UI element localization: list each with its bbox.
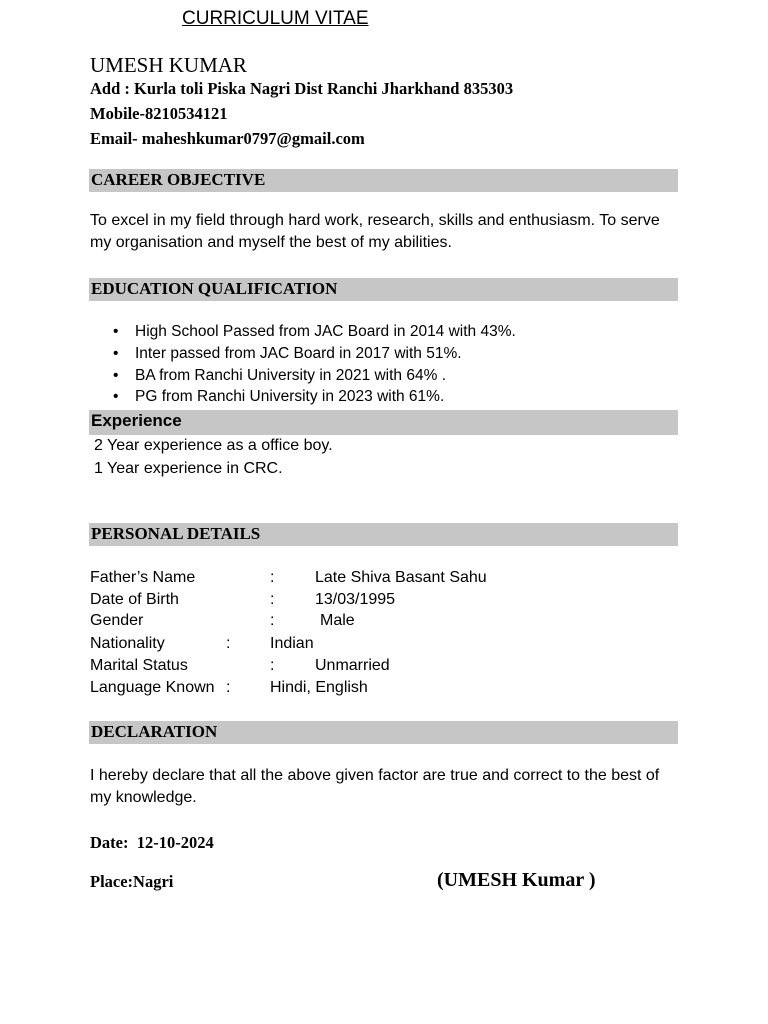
detail-label: Father’s Name xyxy=(90,569,196,586)
education-header xyxy=(89,278,678,301)
declaration-place: Place:Nagri xyxy=(90,872,174,891)
experience-header xyxy=(89,410,678,435)
detail-value: 13/03/1995 xyxy=(315,591,396,608)
signature-name: (UMESH Kumar ) xyxy=(437,869,596,891)
detail-colon: : xyxy=(226,635,231,652)
detail-value: Indian xyxy=(270,635,314,652)
declaration-header xyxy=(89,721,678,744)
detail-label: Nationality xyxy=(90,635,165,652)
detail-label: Language Known xyxy=(90,679,215,696)
experience-heading: Experience xyxy=(91,411,182,430)
detail-colon: : xyxy=(270,657,275,674)
bullet-icon: • xyxy=(113,367,119,384)
education-item: High School Passed from JAC Board in 2014 with 43%. xyxy=(135,323,516,340)
declaration-heading: DECLARATION xyxy=(91,722,218,741)
email-line: Email- maheshkumar0797@gmail.com xyxy=(90,129,365,148)
detail-colon: : xyxy=(270,591,275,608)
bullet-icon: • xyxy=(113,345,119,362)
education-item: PG from Ranchi University in 2023 with 61%. xyxy=(135,388,445,405)
bullet-icon: • xyxy=(113,388,119,405)
detail-value: Hindi, English xyxy=(270,679,368,696)
detail-value: Unmarried xyxy=(315,657,390,674)
declaration-date: Date: 12-10-2024 xyxy=(90,833,214,852)
detail-colon: : xyxy=(270,569,275,586)
detail-label: Marital Status xyxy=(90,657,188,674)
detail-colon: : xyxy=(226,679,231,696)
mobile-line: Mobile-8210534121 xyxy=(90,104,228,123)
declaration-text: I hereby declare that all the above given factor are true and correct to the best of my knowledge. xyxy=(90,767,660,806)
address-line: Add : Kurla toli Piska Nagri Dist Ranchi Jharkhand 835303 xyxy=(90,79,514,98)
personal-details-header xyxy=(89,523,678,546)
career-objective-header xyxy=(89,169,678,192)
candidate-name: UMESH KUMAR xyxy=(90,53,247,77)
education-item: BA from Ranchi University in 2021 with 64% . xyxy=(135,367,446,384)
detail-value: Male xyxy=(320,612,355,629)
page-title: CURRICULUM VITAE xyxy=(182,8,369,29)
experience-item: 1 Year experience in CRC. xyxy=(94,460,283,477)
career-objective-heading: CAREER OBJECTIVE xyxy=(91,170,266,189)
experience-item: 2 Year experience as a office boy. xyxy=(94,437,333,454)
career-objective-text: To excel in my field through hard work, research, skills and enthusiasm. To serve my organisation and myself the best of my abilities. xyxy=(90,212,660,251)
detail-colon: : xyxy=(270,612,275,629)
personal-details-heading: PERSONAL DETAILS xyxy=(91,524,261,543)
bullet-icon: • xyxy=(113,323,119,340)
education-item: Inter passed from JAC Board in 2017 with 51%. xyxy=(135,345,462,362)
detail-label: Gender xyxy=(90,612,144,629)
education-heading: EDUCATION QUALIFICATION xyxy=(91,279,338,298)
detail-label: Date of Birth xyxy=(90,591,179,608)
detail-value: Late Shiva Basant Sahu xyxy=(315,569,487,586)
